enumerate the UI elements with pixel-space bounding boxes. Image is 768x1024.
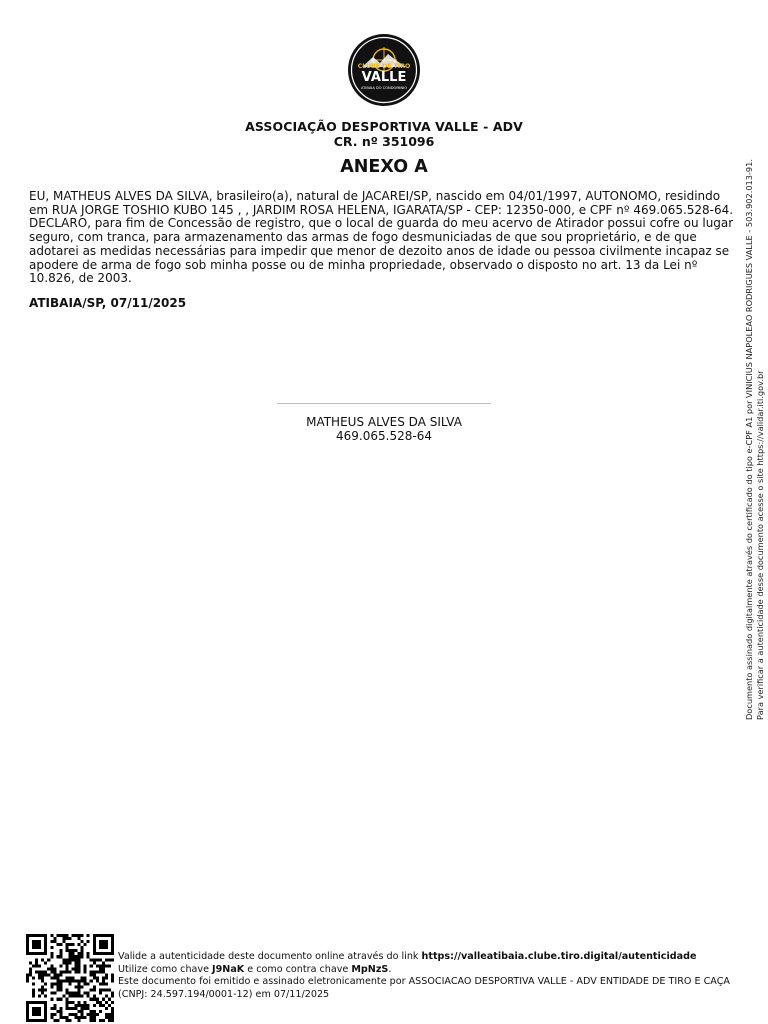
organization-name: ASSOCIAÇÃO DESPORTIVA VALLE - ADV — [245, 119, 523, 134]
validation-link[interactable]: https://valleatibaia.clube.tiro.digital/autenticidade — [421, 951, 697, 962]
signature-note-line-1: Documento assinado digitalmente através do certificado do tipo e-CPF A1 por VINICIUS NAPOLEAO RODRIGUES VALLE - 503.902.013-91. — [744, 159, 754, 720]
signer-name: MATHEUS ALVES DA SILVA — [306, 415, 462, 429]
declaration-paragraph: EU, MATHEUS ALVES DA SILVA, brasileiro(a), natural de JACAREI/SP, nascido em 04/01/1997, AUTONOMO, residindo em RUA JORGE TOSHIO KUBO 145 , , JARDIM ROSA HELENA, IGARATA/SP - CEP: 12350-000, e CPF nº 469.065.528-64. DECLARO, para fim de Concessão de registro, que o local de guarda do meu acervo de Atirador possui cofre ou lugar seguro, com tranca, para armazenamento das armas de fogo desmuniciadas de que sou proprietário, e de que adotarei as medidas necessárias para impedir que menor de dezoito anos de idade ou pessoa civilmente incapaz se apodere de arma de fogo sob minha posse ou de minha propriedade, observado o disposto no art. 13 da Lei nº 10.826, de 2003. — [29, 189, 734, 286]
logo-top-text: CLUBE DE TIRO — [357, 63, 411, 70]
logo-bottom-text: ATIBAIA DO CONDOMINIO — [360, 86, 408, 90]
validation-line-2 — [118, 964, 748, 977]
validation-line-1 — [118, 951, 748, 964]
signature-note-line-2: Para verificar a autenticidade desse documento acesse o site https://validar.iti.gov.br — [755, 370, 765, 720]
counter-key-label: e como contra chave — [244, 963, 352, 975]
validation-counter-key: MpNzS — [351, 963, 389, 975]
signature-line — [277, 403, 491, 404]
organization-cr: CR. nº 351096 — [333, 134, 435, 149]
key-suffix: . — [388, 963, 392, 975]
document-title: ANEXO A — [340, 157, 428, 177]
signer-cpf: 469.065.528-64 — [336, 429, 432, 443]
digital-signature-note — [744, 159, 766, 720]
club-logo — [347, 33, 421, 107]
qr-code-icon[interactable] — [26, 934, 114, 1022]
validation-text: Valide a autenticidade deste documento online através do link — [118, 951, 422, 962]
key-label: Utilize como chave — [118, 963, 213, 975]
logo-main-text: VALLE — [361, 70, 407, 85]
validation-line-3: Este documento foi emitido e assinado eletronicamente por ASSOCIACAO DESPORTIVA VALLE - ADV ENTIDADE DE TIRO E CAÇA (CNPJ: 24.597.194/0001-12) em 07/11/2025 — [118, 976, 730, 1000]
validation-key: J9NaK — [212, 963, 245, 975]
validation-footer — [118, 951, 748, 1001]
place-and-date: ATIBAIA/SP, 07/11/2025 — [29, 296, 187, 310]
